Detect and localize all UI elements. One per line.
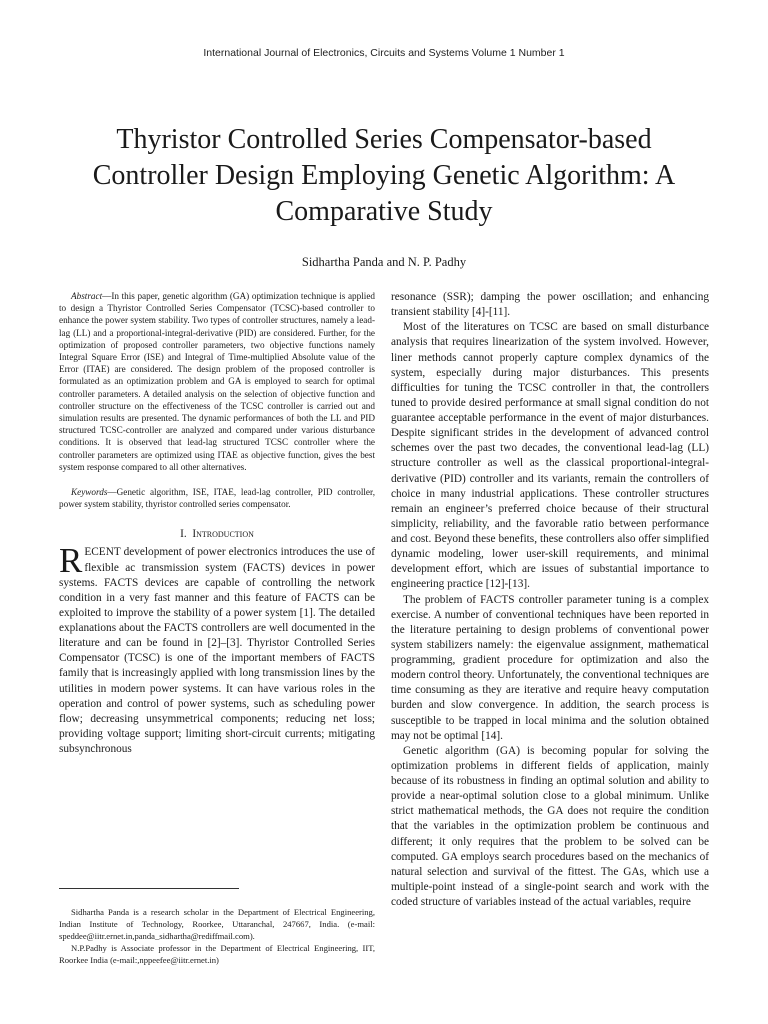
footnotes <box>59 906 375 966</box>
footnote-2: N.P.Padhy is Associate professor in the Department of Electrical Engineering, IIT, Roorkee India (e-mail:,nppeefee@iitr.ernet.in) <box>59 943 375 965</box>
drop-cap: R <box>59 541 83 581</box>
paper-title: Thyristor Controlled Series Compensator-based Controller Design Employing Genetic Algorithm: A Comparative Study <box>92 124 676 227</box>
intro-paragraph <box>59 541 375 757</box>
intro-text: ECENT development of power electronics introduces the use of flexible ac transmission system (FACTS) devices in power systems. FACTS devices are capable of controlling the network condition in a very fast manner and this feature of FACTS can be exploited to improve the stability of a power system [1]. The detailed explanations about the FACTS controllers are well documented in the literature and can be found in [2]–[3]. Thyristor Controlled Series Compensator (TCSC) is one of the important members of FACTS family that is increasingly applied with long transmission lines by the utilities in modern power systems. It can have various roles in the operation and control of power systems, such as scheduling power flow; decreasing unsymmetrical components; reducing net loss; providing voltage support; limiting short-circuit currents; mitigating subsynchronous <box>59 546 375 756</box>
section-heading <box>59 528 375 540</box>
left-column <box>59 290 375 757</box>
right-column <box>391 290 709 910</box>
footnote-rule <box>59 888 239 889</box>
abstract <box>59 290 375 473</box>
abstract-text: —In this paper, genetic algorithm (GA) optimization technique is applied to design a Thyristor Controlled Series Compensator (TCSC)-based controller to enhance the power system stability. Two types of controller structures, namely a lead-lag (LL) and a proportional-integral-derivative (PID) are considered. Further, for the optimization of proposed controller parameters, two objective functions namely Integral Square Error (ISE) and Integral of Time-multiplied Absolute value of the Error (ITAE) are considered. The design problem of the proposed controller is formulated as an optimization problem and GA is employed to search for optimal controller parameters. A detailed analysis on the selection of objective function and controller structure on the effectiveness of the TCSC controller is carried out and simulation results are presented. The dynamic performances of both the LL and PID structured TCSC-controller are analyzed and compared under various disturbance conditions. It is observed that lead-lag structured TCSC controller where the controller parameters are optimized using ITAE as objective function, gives the best system response compared to all other alternatives. <box>59 291 375 472</box>
section-title: Introduction <box>192 528 254 541</box>
body-paragraph: resonance (SSR); damping the power oscillation; and enhancing transient stability [4]-[11]. <box>391 291 709 319</box>
body-paragraph: Most of the literatures on TCSC are based on small disturbance analysis that requires linearization of the system involved. However, liner methods cannot properly capture complex dynamics of the system, especially during major disturbances. This presents difficulties for tuning the TCSC controller in that, the controllers tuned to provide desired performance at small signal condition do not guarantee acceptable performance in the event of major disturbances. Despite significant strides in the development of advanced control schemes over the past two decades, the conventional lead-lag (LL) structure controller as well as the classical proportional-integral-derivative (PID) controller and its variants, remain the controllers of choice in many industrial applications. These controller structures remain an engineer’s preferred choice because of their structural simplicity, reliability, and the favorable ratio between performance and cost. Beyond these benefits, these controllers also offer simplified dynamic modeling, lower user-skill requirements, and minimal development effort, which are issues of substantial importance to engineering practice [12]-[13]. <box>391 321 709 591</box>
authors: Sidhartha Panda and N. P. Padhy <box>301 255 467 269</box>
abstract-label: Abstract <box>71 291 103 301</box>
section-number: I. <box>180 528 187 541</box>
journal-header: International Journal of Electronics, Circuits and Systems Volume 1 Number 1 <box>203 47 565 59</box>
keywords <box>59 486 375 510</box>
keywords-label: Keywords <box>71 487 108 498</box>
body-paragraph: The problem of FACTS controller parameter tuning is a complex exercise. A number of conventional techniques have been reported in the literature pertaining to design problems of conventional power system stabilizers namely: the eigenvalue assignment, mathematical programming, gradient procedure for optimization and also the modern control theory. Unfortunately, the conventional techniques are time consuming as they are iterative and require heavy computation burden and slow convergence. In addition, the search process is susceptible to be trapped in local minima and the solution obtained may not be optimal [14]. <box>391 593 709 742</box>
body-paragraph: Genetic algorithm (GA) is becoming popular for solving the optimization problems in different fields of application, mainly because of its robustness in finding an optimal solution and ability to provide a near-optimal solution close to a global minimum. Unlike strict mathematical methods, the GA does not require the condition that the variables in the optimization problem be continuous and different; it only requires that the problem to be solved can be computed. GA employs search procedures based on the mechanics of natural selection and survival of the fittest. The GAs, which use a multiple-point instead of a single-point search and work with the coded structure of variables instead of the actual variables, require <box>391 744 709 908</box>
footnote-1: Sidhartha Panda is a research scholar in the Department of Electrical Engineering, Indian Institute of Technology, Roorkee, Uttaranchal, 247667, India. (e-mail: speddee@iitr.ernet.in,panda_sidhartha@rediffmail.com). <box>59 907 375 941</box>
keywords-text: —Genetic algorithm, ISE, ITAE, lead-lag controller, PID controller, power system stability, thyristor controlled series compensator. <box>59 487 375 510</box>
